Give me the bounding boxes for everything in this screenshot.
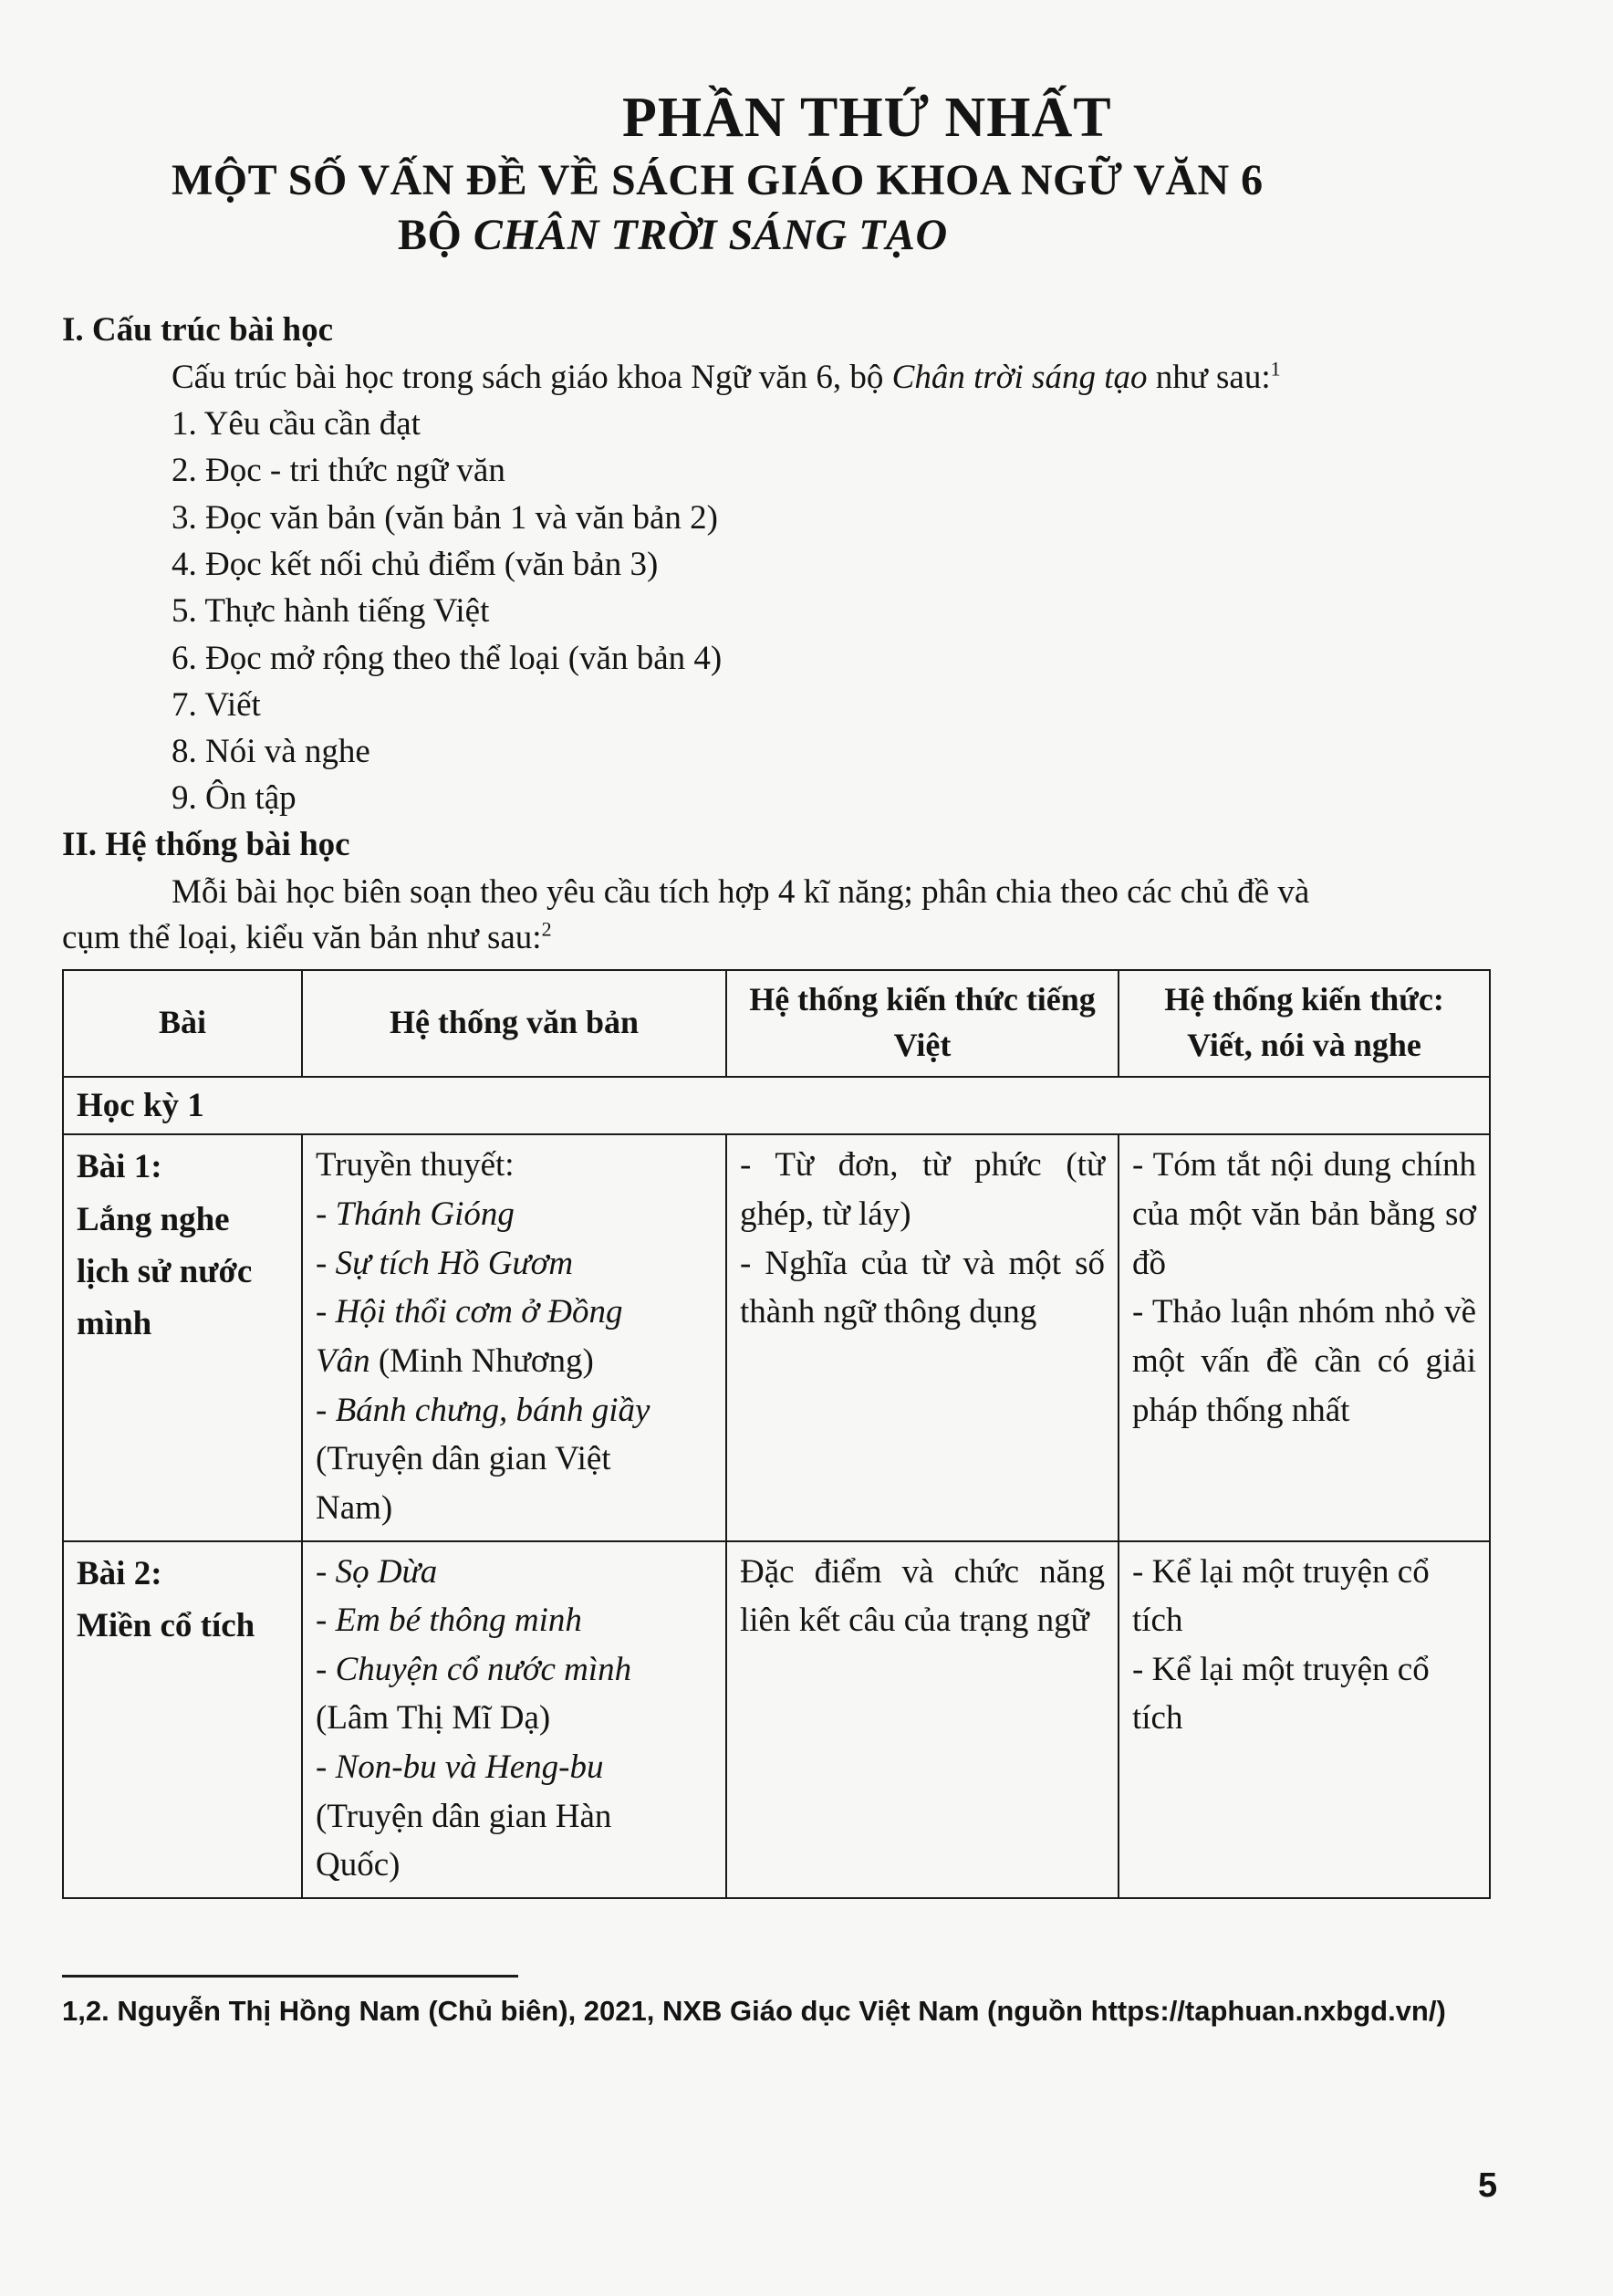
lesson-table [62, 969, 1489, 1884]
list-item: 4. Đọc kết nối chủ điểm (văn bản 3) [172, 546, 659, 583]
column-header: Hệ thống kiến thức tiếng Việt [726, 970, 1119, 1077]
column-header: Bài [63, 970, 302, 1077]
column-header: Hệ thống kiến thức: Viết, nói và nghe [1119, 970, 1490, 1077]
structure-intro: Cấu trúc bài học trong sách giáo khoa Ngữ văn 6, bộ Chân trời sáng tạo như sau:$^1$ [172, 357, 1281, 396]
footnote: 1,2. Nguyễn Thị Hồng Nam (Chủ biên), 2021, NXB Giáo dục Việt Nam (nguồn https://taphuan.nxbgd.vn/) [62, 1995, 1446, 2027]
semester-row [63, 1077, 1490, 1135]
semester-label: Học kỳ 1 [63, 1077, 1490, 1135]
list-item: 1. Yêu cầu cần đạt [172, 405, 421, 443]
section-heading-system: II. Hệ thống bài học [62, 826, 350, 863]
lesson-cell: Bài 1: Lắng nghe lịch sử nước mình [63, 1134, 302, 1540]
texts-cell: Truyền thuyết: - Thánh Gióng - Sự tích Hồ Gươm - Hội thổi cơm ở Đồng Vân (Minh Nhương) - Bánh chưng, bánh giầy (Truyện dân gian Việt Nam) [302, 1134, 726, 1540]
list-item: 3. Đọc văn bản (văn bản 1 và văn bản 2) [172, 499, 718, 537]
vietnamese-knowledge-cell: Đặc điểm và chức năng liên kết câu của trạng ngữ [726, 1541, 1119, 1898]
list-item: 9. Ôn tập [172, 779, 297, 817]
page-number: 5 [1478, 2166, 1498, 2205]
table-header-row [63, 970, 1490, 1077]
column-header: Hệ thống văn bản [302, 970, 726, 1077]
list-item: 5. Thực hành tiếng Việt [172, 592, 490, 630]
writing-speaking-cell: - Kể lại một truyện cổ tích - Kể lại một truyện cổ tích [1119, 1541, 1490, 1898]
table-row [63, 1541, 1490, 1898]
footnote-divider [62, 1975, 518, 1978]
series-title: BỘ CHÂN TRỜI SÁNG TẠO [398, 211, 948, 259]
writing-speaking-cell: - Tóm tắt nội dung chính của một văn bản bằng sơ đồ - Thảo luận nhóm nhỏ về một vấn đề cần có giải pháp thống nhất [1119, 1134, 1490, 1540]
book-title: MỘT SỐ VẤN ĐỀ VỀ SÁCH GIÁO KHOA NGỮ VĂN 6 [172, 156, 1264, 204]
list-item: 8. Nói và nghe [172, 733, 370, 770]
list-item: 7. Viết [172, 686, 261, 724]
list-item: 2. Đọc - tri thức ngữ văn [172, 452, 505, 489]
table-row [63, 1134, 1490, 1540]
lesson-cell: Bài 2: Miền cổ tích [63, 1541, 302, 1898]
part-title: PHẦN THỨ NHẤT [622, 87, 1112, 149]
section-heading-structure: I. Cấu trúc bài học [62, 311, 334, 349]
vietnamese-knowledge-cell: - Từ đơn, từ phức (từ ghép, từ láy) - Nghĩa của từ và một số thành ngữ thông dụng [726, 1134, 1119, 1540]
system-intro-line1: Mỗi bài học biên soạn theo yêu cầu tích hợp 4 kĩ năng; phân chia theo các chủ đề và [172, 873, 1310, 911]
texts-cell: - Sọ Dừa - Em bé thông minh - Chuyện cổ nước mình (Lâm Thị Mĩ Dạ) - Non-bu và Heng-bu (Truyện dân gian Hàn Quốc) [302, 1541, 726, 1898]
list-item: 6. Đọc mở rộng theo thể loại (văn bản 4) [172, 640, 723, 677]
system-intro-line2: cụm thể loại, kiểu văn bản như sau:$^2$ [62, 917, 552, 956]
